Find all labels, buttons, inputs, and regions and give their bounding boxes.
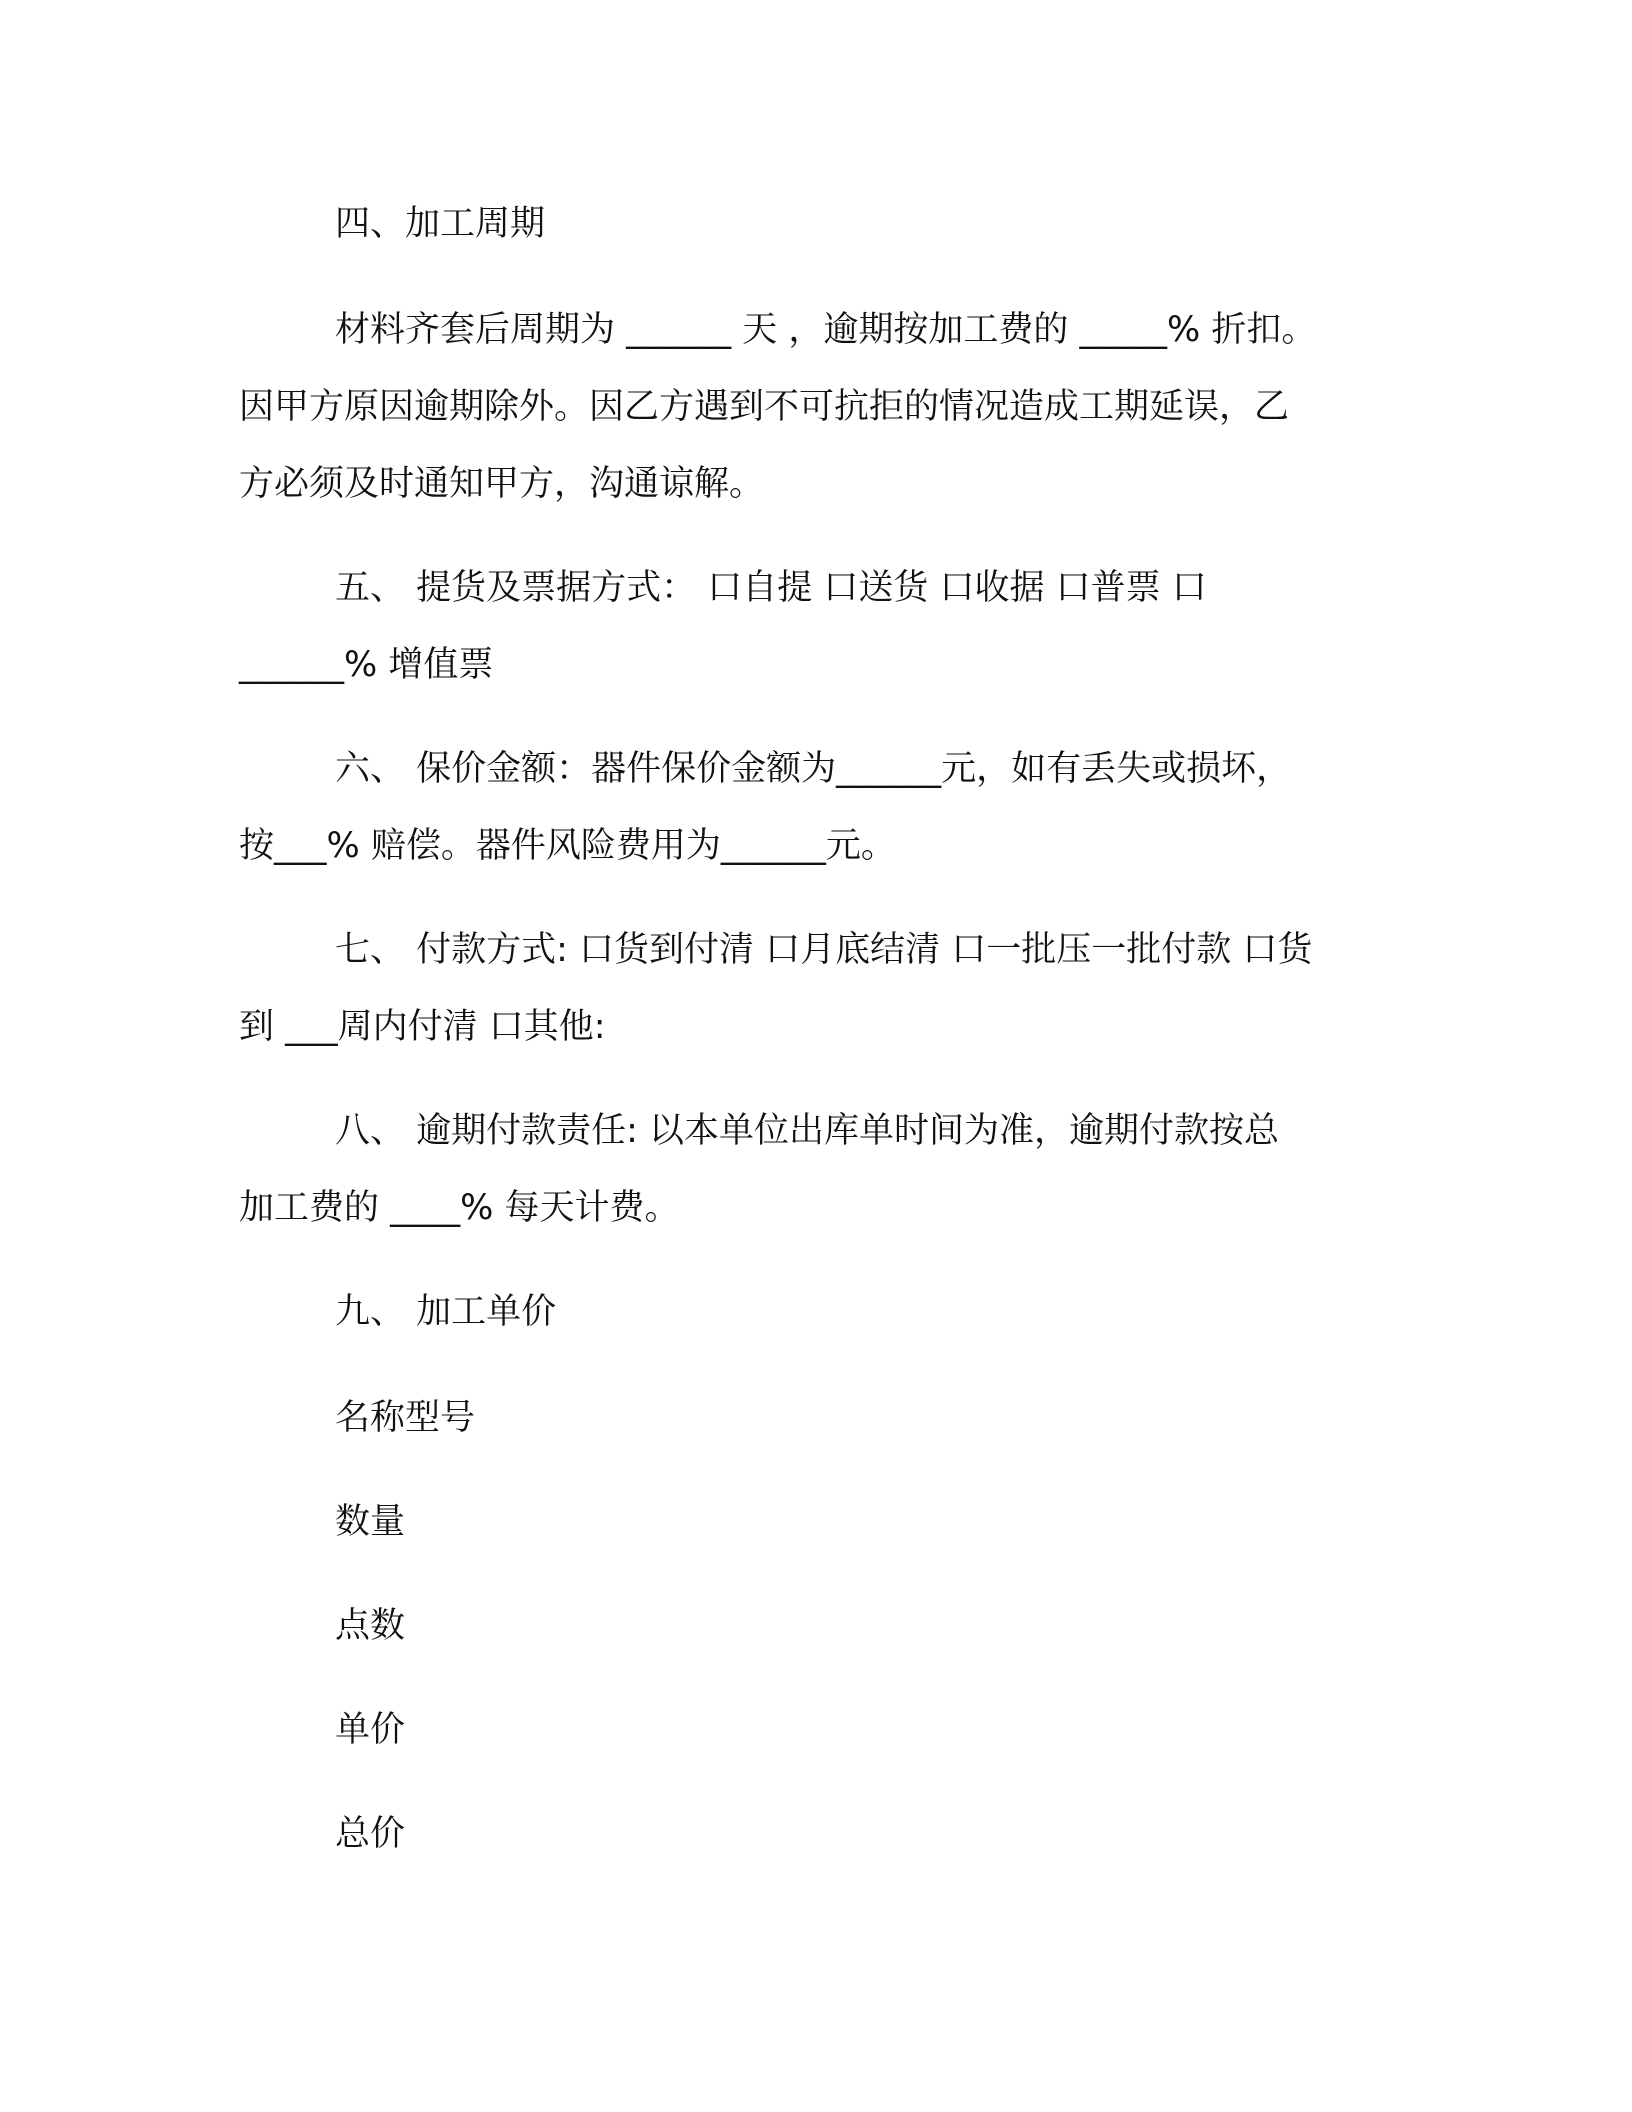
section-4-line-3: 方必须及时通知甲方，沟通谅解。 xyxy=(239,464,765,504)
section-6-line-2: 按___% 赔偿。器件风险费用为______元。 xyxy=(239,826,896,866)
section-6-paragraph xyxy=(239,731,1389,885)
price-item-total-price: 总价 xyxy=(335,1814,406,1854)
price-item-points: 点数 xyxy=(335,1606,406,1646)
section-7-line-2: 到 ___周内付清 口其他: xyxy=(239,1007,606,1047)
document-body xyxy=(239,186,1389,1900)
price-item-unit-price: 单价 xyxy=(335,1710,406,1750)
section-5-line-1: 五、 提货及票据方式： 口自提 口送货 口收据 口普票 口 xyxy=(335,568,1207,608)
section-4-line-2: 因甲方原因逾期除外。因乙方遇到不可抗拒的情况造成工期延误，乙 xyxy=(239,387,1290,427)
section-4-line-1: 材料齐套后周期为 ______ 天 ，逾期按加工费的 _____% 折扣。 xyxy=(335,310,1317,350)
section-4-paragraph xyxy=(239,292,1389,523)
section-7-paragraph xyxy=(239,912,1389,1066)
section-5-line-2: ______% 增值票 xyxy=(239,645,494,685)
section-9-heading: 九、 加工单价 xyxy=(335,1292,557,1332)
price-item-quantity: 数量 xyxy=(335,1502,406,1542)
section-8-line-1: 八、 逾期付款责任: 以本单位出库单时间为准，逾期付款按总 xyxy=(335,1111,1280,1151)
section-5-paragraph xyxy=(239,550,1389,704)
section-4-heading: 四、加工周期 xyxy=(335,204,546,244)
section-6-line-1: 六、 保价金额：器件保价金额为______元，如有丢失或损坏， xyxy=(335,749,1292,789)
section-8-paragraph xyxy=(239,1093,1389,1247)
section-8-line-2: 加工费的 ____% 每天计费。 xyxy=(239,1188,680,1228)
price-item-model: 名称型号 xyxy=(335,1398,476,1438)
section-7-line-1: 七、 付款方式: 口货到付清 口月底结清 口一批压一批付款 口货 xyxy=(335,930,1313,970)
